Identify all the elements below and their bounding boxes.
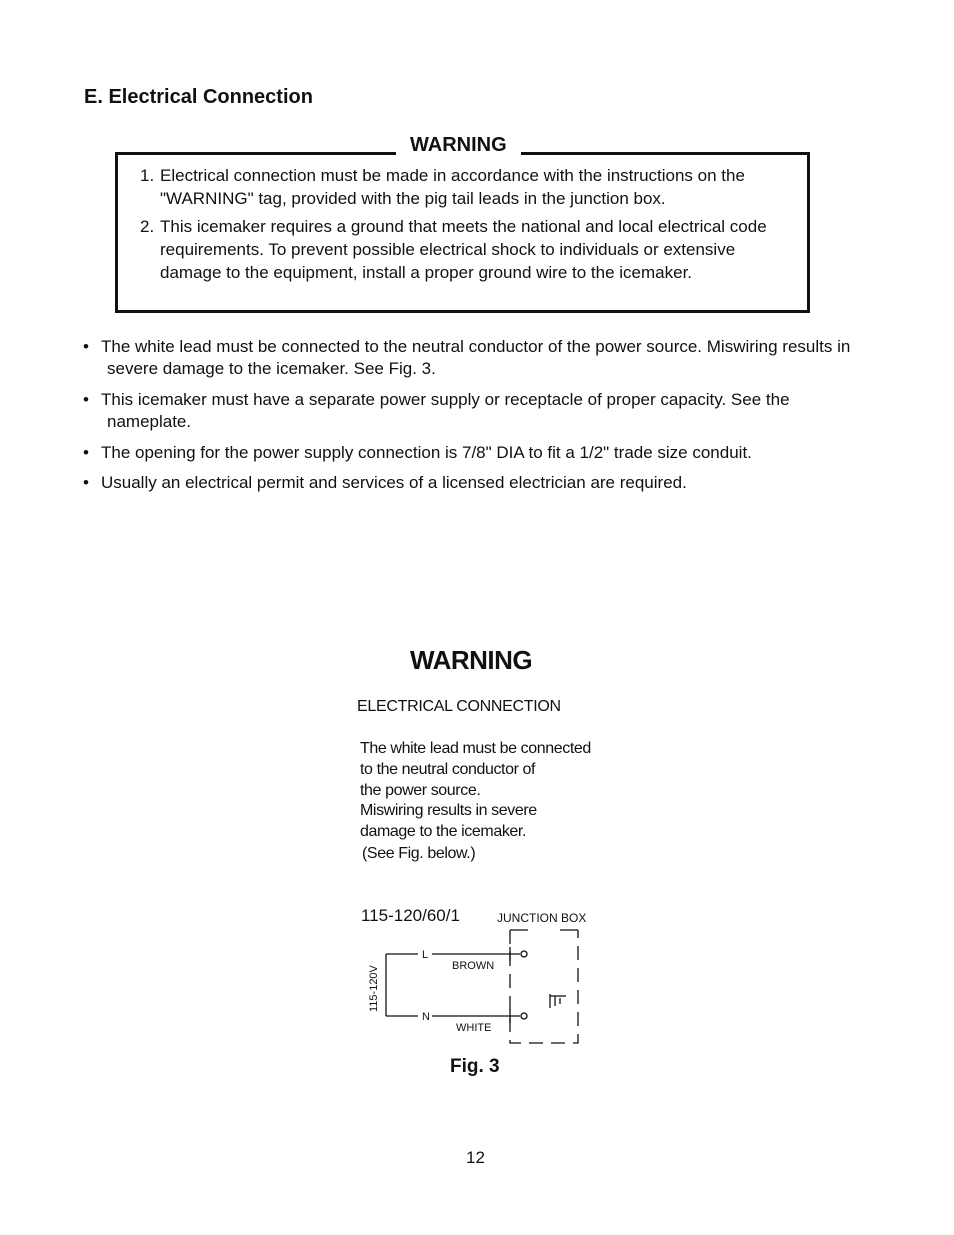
neutral-terminal — [521, 1013, 527, 1019]
bullet-item-1 — [83, 336, 853, 380]
tag-line: Miswiring results in severe — [360, 802, 537, 819]
bullet-text: Usually an electrical permit and services of a licensed electrician are required. — [101, 473, 687, 492]
tag-line: damage to the icemaker. — [360, 823, 527, 840]
junction-box-label: JUNCTION BOX — [497, 911, 587, 925]
bullet-text: The white lead must be connected to the neutral conductor of the power source. Miswiring results in severe damage to the icemaker. See Fig. 3. — [101, 337, 851, 378]
line-terminal — [521, 951, 527, 957]
tag-line: to the neutral conductor of — [360, 761, 536, 778]
section-heading: E. Electrical Connection — [84, 86, 313, 108]
bullet-dot: • — [83, 443, 89, 462]
page-number: 12 — [466, 1148, 485, 1167]
tag-line: (See Fig. below.) — [362, 845, 476, 862]
bullet-item-4 — [83, 472, 853, 494]
warning-item-text: This icemaker requires a ground that meets the national and local electrical code requirements. To prevent possible electrical shock to individuals or extensive damage to the equipment, install a proper ground wire to the icemaker. — [160, 217, 767, 282]
bullet-text: This icemaker must have a separate power supply or receptacle of proper capacity. See the nameplate. — [101, 390, 790, 431]
bullet-item-3 — [83, 442, 853, 464]
warning-item-number: 1. — [140, 166, 155, 185]
warning-item-1 — [140, 164, 790, 210]
tag-subtitle: ELECTRICAL CONNECTION — [357, 698, 561, 715]
warning-item-text: Electrical connection must be made in accordance with the instructions on the "WARNING" tag, provided with the pig tail leads in the junction box. — [160, 166, 745, 208]
bullet-dot: • — [83, 390, 89, 409]
wiring-diagram — [350, 900, 610, 1050]
warning-box-label: WARNING — [396, 134, 521, 157]
brown-label: BROWN — [452, 960, 495, 972]
tag-title: WARNING — [410, 645, 533, 675]
bullet-item-2 — [83, 389, 853, 433]
tag-line: The white lead must be connected — [360, 740, 591, 757]
line-label: L — [422, 949, 429, 961]
warning-item-number: 2. — [140, 217, 155, 236]
warning-item-2 — [140, 215, 790, 284]
bullet-text: The opening for the power supply connection is 7/8" DIA to fit a 1/2" trade size conduit. — [101, 443, 752, 462]
supply-rating: 115-120/60/1 — [361, 906, 460, 925]
neutral-label: N — [422, 1011, 430, 1023]
junction-box-outline — [510, 930, 578, 1043]
white-label: WHITE — [456, 1022, 492, 1034]
bullet-dot: • — [83, 337, 89, 356]
bullet-dot: • — [83, 473, 89, 492]
tag-line: the power source. — [360, 782, 481, 799]
voltage-label: 115-120V — [368, 965, 380, 1012]
figure-caption: Fig. 3 — [450, 1056, 500, 1077]
